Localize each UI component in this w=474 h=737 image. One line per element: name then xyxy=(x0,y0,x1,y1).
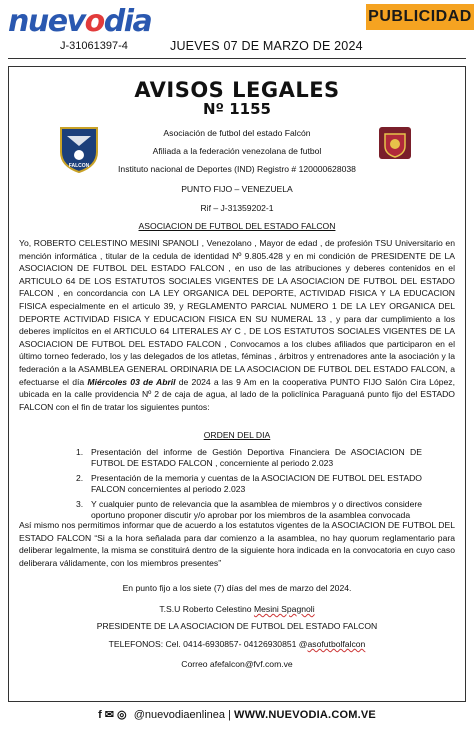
org-location: PUNTO FIJO – VENEZUELA xyxy=(181,184,293,194)
contact-phones xyxy=(0,639,474,649)
social-icons: f ✉ ◎ xyxy=(98,709,127,721)
agenda-title: ORDEN DEL DIA xyxy=(203,430,271,440)
crest-label: FALCON xyxy=(68,163,90,169)
notice-number: Nº 1155 xyxy=(203,100,271,118)
convocation-text-part1: Yo, ROBERTO CELESTINO MESINI SPANOLI , Venezolano , Mayor de edad , de profesión TSU Universitario en mención informática , titular de la cedula de identidad Nº 9.805.428 y en mi condición de PRESIDENTE DE LA ASOCIACION DE FUTBOL DEL ESTADO FALCON , en uso de las atribuciones y deberes contenidos en el ARTICULO 64 DE LOS ESTATUTOS SOCIALES VIGENTES DE LA ASOCIACION DE FUTBOL DEL ESTADO FALCON , en concordancia con LA LEY ORGANICA DEL DEPORTE, ACTIVIDAD FISICA Y LA EDUCACION FISICA especialmente en el articulo 39, y REGLAMENTO PARCIAL NUMERO 1 DE LA LEY ORGANICA DEL DEPORTE ACTIVIDAD FISICA Y EDUCACION FISICA EN SU NUMERAL 13 , y para dar cumplimiento a los deberes implícitos en el ARTICULO 64 LITERALES AY C , DE LOS ESTATUTOS SOCIALES VIGENTES DE LA ASOCIACION DE FUTBOL DEL ESTADO FALCON , Convocamos a los clubes afiliados que participaron en el último torneo federado, los y las delegados de los atletas, féminas , árbitros y entrenadores ante la asociación y la federación a la ASAMBLEA GENERAL ORDINARIA DE LA ASOCIACION DE FUTBOL DEL ESTADO FALCON, a efectuarse el día xyxy=(19,238,455,387)
newspaper-rif: J-31061397-4 xyxy=(60,40,128,52)
agenda-item-number: 2. xyxy=(76,472,84,483)
agenda-item-number: 1. xyxy=(76,447,84,457)
agenda-list xyxy=(76,447,422,524)
brand-logo: nuevodia xyxy=(8,4,152,39)
assembly-date-emphasis: Miércoles 03 de Abril xyxy=(87,376,176,387)
contact-email: Correo afefalcon@fvf.com.ve xyxy=(181,659,293,669)
signatory-title: PRESIDENTE DE LA ASOCIACION DE FUTBOL DEL ESTADO FALCON xyxy=(96,621,378,631)
org-affiliation: Afiliada a la federación venezolana de futbol xyxy=(152,146,322,156)
agenda-item xyxy=(76,447,422,470)
page-footer xyxy=(0,708,474,721)
social-handle: asofutbolfalcon xyxy=(307,639,366,649)
footer-separator: | xyxy=(228,709,231,721)
quorum-paragraph: Así mismo nos permitimos informar que de acuerdo a los estatutos vigentes de la ASOCIACION DE FUTBOL DEL ESTADO FALCON “Si a la hora señalada para dar comienzo a la asamblea, no hay quorum reglamentario para deliberar legalmente, la misma se constituirá dentro de la siguiente hora indicada en la convocatoria en cuyo caso deliberara válidamente, con los miembros presentes” xyxy=(19,520,455,568)
agenda-item-text: Presentación del informe de Gestión Deportiva Financiera De ASOCIACION DE FUTBOL DE ESTADO FALCON , concerniente al periodo 2.023 xyxy=(91,447,422,469)
convocation-text-part2: de 2024 a las 9 Am en la cooperativa PUNTO FIJO Salón Cira López, ubicada en la calle providencia Nº 2 de caja de agua, al lado de la policlínica Paraguaná punto fijo del ESTADO FALCON con el fin de tratar los siguientes puntos: xyxy=(19,376,455,412)
org-rif: Rif – J-31359202-1 xyxy=(200,203,274,213)
publication-date: JUEVES 07 DE MARZO DE 2024 xyxy=(170,39,363,53)
footer-social-handle[interactable]: @nuevodiaenlinea xyxy=(133,709,226,721)
agenda-item-text: Y cualquier punto de relevancia que la asamblea de miembros y o directivos considere oportuno proponer discutir y/o aprobar por los miembros de la asamblea convocada xyxy=(91,498,422,521)
notice-title: AVISOS LEGALES xyxy=(134,78,340,102)
header-divider xyxy=(8,58,466,59)
signatory-surname: Mesini Spagnoli xyxy=(253,604,315,614)
publicidad-badge: PUBLICIDAD xyxy=(366,4,474,30)
signatory-name xyxy=(0,604,474,614)
agenda-item-number: 3. xyxy=(76,498,84,509)
convocation-paragraph xyxy=(19,237,455,413)
agenda-item-text: Presentación de la memoria y cuentas de la ASOCIACION DE FUTBOL DEL ESTADO FALCON concernientes al periodo 2.023 xyxy=(91,472,422,495)
footer-website-link[interactable]: WWW.NUEVODIA.COM.VE xyxy=(234,709,376,721)
org-registry: Instituto nacional de Deportes (IND) Registro # 120000628038 xyxy=(118,164,356,174)
org-heading: ASOCIACION DE FUTBOL DEL ESTADO FALCON xyxy=(138,221,336,231)
agenda-item xyxy=(76,473,422,496)
org-name: Asociación de futbol del estado Falcón xyxy=(163,128,311,138)
place-date: En punto fijo a los siete (7) días del mes de marzo del 2024. xyxy=(122,583,352,593)
signatory-name-prefix: T.S.U Roberto Celestino xyxy=(159,604,254,614)
phones-text: TELEFONOS: Cel. 0414-6930857- 04126930851 @ xyxy=(108,639,308,649)
